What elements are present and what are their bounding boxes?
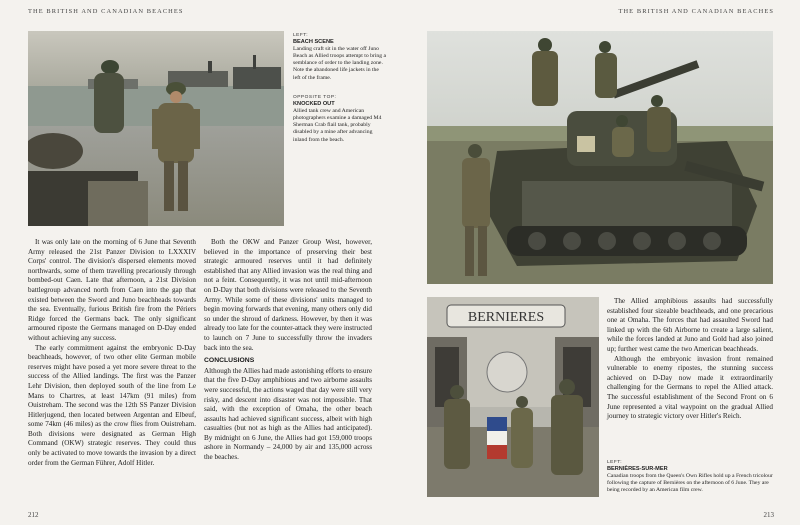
body-paragraph: Although the embryonic invasion front remained vulnerable to enemy ripostes, the stunning success achieved on D-Day now made it extraordinarily challenging for the Germans to repel the Allied attack. The successful establishment of the Second Front on 6 June represented a vital waypoint on the gradual Allied journey to strategic victory over Hitler's Reich.	[607, 354, 773, 421]
knocked-out-tank-photo	[427, 31, 773, 284]
page-number-left: 212	[28, 511, 39, 519]
running-head-left: THE BRITISH AND CANADIAN BEACHES	[28, 8, 184, 15]
caption-kicker: LEFT:	[607, 460, 623, 465]
bernieres-illustration	[427, 297, 599, 497]
section-heading: CONCLUSIONS	[204, 357, 255, 365]
body-paragraph: Both the OKW and Panzer Group West, however, believed in the importance of preserving their best strategic armoured reserves until it had definitely established that any Allied invasion was the real thing and not a feint. Consequently, it was not until mid-afternoon on D-Day that both divisions were released to the Seventh Army. While some of these divisions' units managed to begin moving forwards that evening, many others only did so under the shroud of darkness. However, by then it was already too late for the counter-attack they were instructed to launch on 7 June to successfully throw the invaders back into the sea.	[204, 238, 372, 352]
running-head-right: THE BRITISH AND CANADIAN BEACHES	[618, 8, 774, 15]
caption-beach-scene	[293, 32, 387, 82]
tank-illustration	[427, 31, 773, 284]
bernieres-sign-text: BERNIERES	[467, 310, 545, 325]
left-column-2	[204, 238, 372, 463]
right-page	[400, 0, 800, 525]
bernieres-photo	[427, 297, 599, 497]
body-paragraph: The early commitment against the embryonic D-Day beachheads, however, of two other elite German mobile reserves might have posed a yet more severe threat to the success of the Allied landings. The first was the Panzer Lehr Division, then deployed south of the line from Le Mans to Chartres, at least 147km (91 miles) from Ouistreham. The second was the 12th SS Panzer Division Hitlerjugend, then located between Argentan and Elbeuf, some 74km (46 miles) as the crow flies from Ouistreham. Both divisions were designated as German High Command (OKW) strategic reserves. They could thus only be activated to move towards the invasion by a direct order from the German Führer, Adolf Hitler.	[28, 343, 196, 467]
beach-scene-illustration	[28, 31, 284, 226]
caption-text: Allied tank crew and American photographers examine a damaged M4 Sherman Crab flail tank, probably disabled by a mine after advancing inland from the beach.	[293, 108, 382, 143]
body-paragraph: The Allied amphibious assaults had successfully established four sizeable beachheads, and one precarious one at Omaha. The forces that had assaulted Sword had linked up with the 6th Airborne to create a large salient, while the forces landed at Juno and Gold had also joined up; further west came the two American beachheads.	[607, 297, 773, 353]
caption-text: Landing craft sit in the water off Juno Beach as Allied troops attempt to bring a semblance of order to the landing zone. Note the abandoned life jackets in the left of the frame.	[293, 46, 387, 81]
caption-title: BERNIÈRES-SUR-MER	[607, 466, 668, 473]
caption-text: Canadian troops from the Queen's Own Rifles hold up a French tricolour following the capture of Bernières on the afternoon of 6 June. They are being recorded by an American film crew.	[607, 473, 773, 494]
caption-knocked-out	[293, 94, 387, 144]
body-paragraph: It was only late on the morning of 6 June that Seventh Army released the 21st Panzer Division to LXXXIV Corps' control. The division's dispersed elements moved northwards, some of them travelling precariously through bombed-out Caen. Late that afternoon, a 21st Division battlegroup advanced north from Caen into the gap that existed between the Sword and Juno beachheads towards the sea. Eventually, furious British fire from the Périers Ridge forced the Germans back. The only significant armoured riposte the Germans managed on D-Day ended without achieving any success.	[28, 238, 196, 342]
beach-scene-photo	[28, 31, 284, 226]
body-paragraph: Although the Allies had made astonishing efforts to ensure that the five D-Day amphibious and two airborne assaults were successful, the actions waged that day were still very risky, and descent into disaster was not impossible. That said, with the exception of Omaha, the other beach assaults had achieved significant success, albeit with high casualties (but not as high as the Allies had anticipated). By midnight on 6 June, the Allies had got 159,000 troops ashore in Normandy – 24,000 by air and 135,000 across the beaches.	[204, 366, 372, 462]
caption-kicker: LEFT:	[293, 33, 309, 38]
left-column-1	[28, 238, 196, 468]
caption-bernieres	[607, 459, 773, 494]
caption-title: KNOCKED OUT	[293, 101, 335, 108]
right-column	[607, 297, 773, 422]
caption-title: BEACH SCENE	[293, 39, 334, 46]
page-number-right: 213	[763, 511, 774, 519]
caption-kicker: OPPOSITE TOP:	[293, 95, 337, 100]
